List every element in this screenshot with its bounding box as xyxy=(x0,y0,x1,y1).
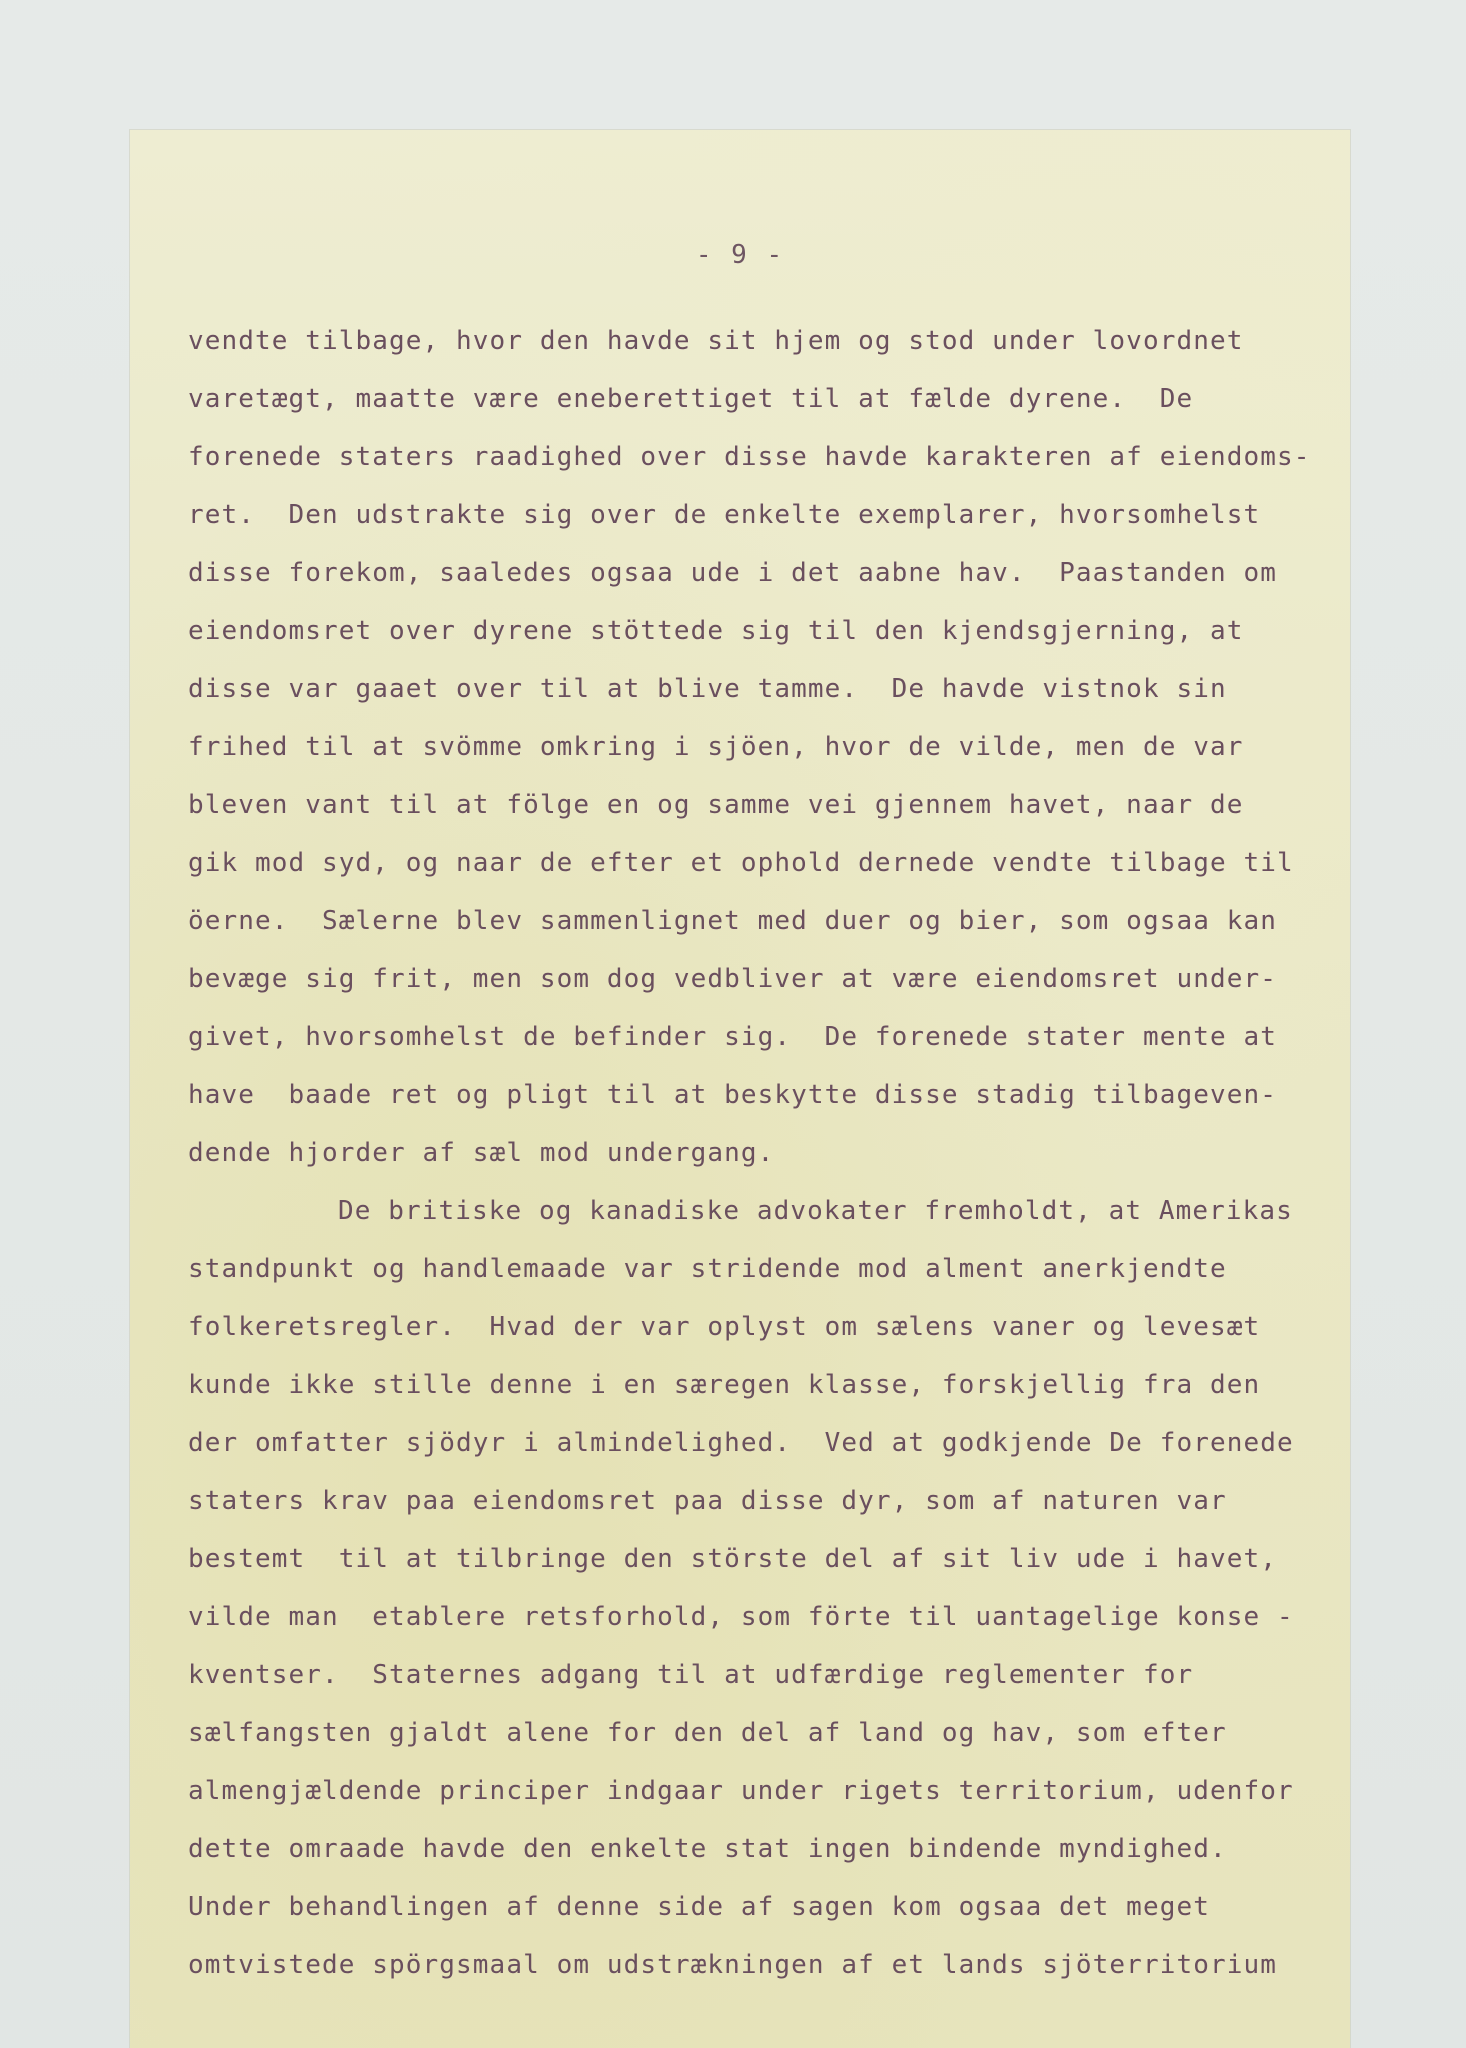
text-line: disse forekom, saaledes ogsaa ude i det aabne hav. Paastanden om xyxy=(188,558,1277,588)
text-line: frihed til at svömme omkring i sjöen, hvor de vilde, men de var xyxy=(188,732,1244,762)
page-body xyxy=(188,312,1348,1994)
text-line: dette omraade havde den enkelte stat ingen bindende myndighed. xyxy=(188,1834,1227,1864)
text-line: vendte tilbage, hvor den havde sit hjem og stod under lovordnet xyxy=(188,326,1244,356)
text-line: kunde ikke stille denne i en særegen klasse, forskjellig fra den xyxy=(188,1370,1261,1400)
text-line: Under behandlingen af denne side af sagen kom ogsaa det meget xyxy=(188,1892,1210,1922)
text-line: gik mod syd, og naar de efter et ophold dernede vendte tilbage til xyxy=(188,848,1294,878)
text-line: disse var gaaet over til at blive tamme. De havde vistnok sin xyxy=(188,674,1227,704)
text-line: varetægt, maatte være eneberettiget til at fælde dyrene. De xyxy=(188,384,1194,414)
text-line: der omfatter sjödyr i almindelighed. Ved at godkjende De forenede xyxy=(188,1428,1294,1458)
text-line: sælfangsten gjaldt alene for den del af land og hav, som efter xyxy=(188,1718,1227,1748)
text-line: almengjældende principer indgaar under rigets territorium, udenfor xyxy=(188,1776,1294,1806)
text-line: givet, hvorsomhelst de befinder sig. De forenede stater mente at xyxy=(188,1022,1277,1052)
text-line: have baade ret og pligt til at beskytte disse stadig tilbageven- xyxy=(188,1080,1277,1110)
text-line: forenede staters raadighed over disse havde karakteren af eiendoms- xyxy=(188,442,1311,472)
text-line: öerne. Sælerne blev sammenlignet med duer og bier, som ogsaa kan xyxy=(188,906,1277,936)
text-line: dende hjorder af sæl mod undergang. xyxy=(188,1138,775,1168)
text-line: bleven vant til at fölge en og samme vei gjennem havet, naar de xyxy=(188,790,1244,820)
text-line: bevæge sig frit, men som dog vedbliver at være eiendomsret under- xyxy=(188,964,1277,994)
text-line: ret. Den udstrakte sig over de enkelte exemplarer, hvorsomhelst xyxy=(188,500,1261,530)
typewritten-page xyxy=(130,130,1350,2048)
text-line: omtvistede spörgsmaal om udstrækningen af et lands sjöterritorium xyxy=(188,1950,1277,1980)
text-line: vilde man etablere retsforhold, som förte til uantagelige konse - xyxy=(188,1602,1294,1632)
text-line: bestemt til at tilbringe den störste del af sit liv ude i havet, xyxy=(188,1544,1277,1574)
text-line: staters krav paa eiendomsret paa disse dyr, som af naturen var xyxy=(188,1486,1227,1516)
page-number: - 9 - xyxy=(695,240,785,270)
paragraph-start-line: De britiske og kanadiske advokater fremholdt, at Amerikas xyxy=(338,1196,1293,1226)
text-line: standpunkt og handlemaade var stridende mod alment anerkjendte xyxy=(188,1254,1227,1284)
text-line: eiendomsret over dyrene stöttede sig til den kjendsgjerning, at xyxy=(188,616,1244,646)
text-line: kventser. Staternes adgang til at udfærdige reglementer for xyxy=(188,1660,1194,1690)
text-line: folkeretsregler. Hvad der var oplyst om sælens vaner og levesæt xyxy=(188,1312,1261,1342)
